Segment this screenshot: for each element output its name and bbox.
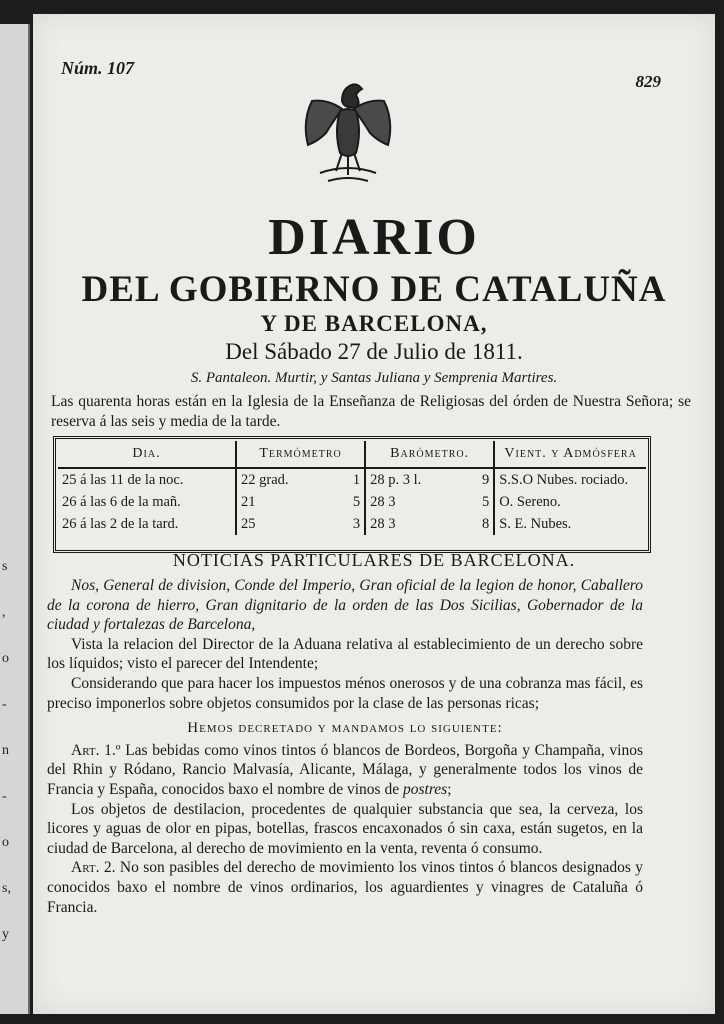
cell-baro: 28 3 (370, 515, 396, 532)
left-mark: , (2, 605, 6, 620)
cell-baro-frac: 9 (475, 468, 494, 491)
left-mark: s (2, 559, 8, 574)
article-end: ; (447, 780, 452, 798)
cell-baro-frac: 5 (475, 491, 494, 513)
paragraph: Vista la relacion del Director de la Aduana relativa al establecimiento de un derecho sobre los líquidos; visto el parecer del Intendente; (47, 635, 643, 673)
cell-termo: 21 (241, 493, 256, 510)
cell-termo-frac: 3 (346, 513, 365, 535)
table-row (58, 468, 646, 491)
cell-termo-frac: 5 (346, 491, 365, 513)
cell-termo: 22 grad. (241, 471, 289, 488)
table-row (58, 491, 646, 513)
cell-dia: 25 á las 11 de la noc. (58, 468, 236, 491)
left-mark: o (2, 835, 9, 850)
table-row (58, 513, 646, 535)
masthead-subtitle: DEL GOBIERNO DE CATALUÑA (81, 269, 667, 310)
article-text: No son pasibles del derecho de movimiento los vinos tintos ó blancos designados y conocidos baxo el nombre de vinos ordinarios, los aguardientes y vinagres de Cataluña ó Francia. (47, 859, 644, 916)
left-mark: y (2, 927, 9, 942)
imperial-eagle-icon (298, 77, 398, 197)
section-title: NOTICIAS PARTICULARES DE BARCELONA. (172, 550, 576, 570)
article-label: Art. 2. (71, 859, 116, 877)
cell-viento: S.S.O Nubes. rociado. (499, 471, 629, 488)
cell-termo-frac: 1 (346, 468, 365, 491)
paragraph: Los objetos de destilacion, procedentes de qualquier substancia que sea, la cerveza, los licores y aguas de olor en pipas, botellas, frascos encaxonados ó sin caxa, están sugetos, en la ciudad de Barcelona, al derecho de movimiento en la venta, reventa ó consumo. (47, 800, 643, 857)
article-1 (47, 741, 643, 800)
forty-hours-notice: Las quarenta horas están en la Iglesia de la Enseñanza de Religiosas del órden de Nuestra Señora; se reserva á las seis y media de la tarde. (51, 393, 691, 430)
col-termometro: Termómetro (236, 441, 365, 468)
cell-viento: S. E. Nubes. (499, 515, 572, 532)
left-mark: n (2, 743, 9, 758)
newspaper-page (33, 14, 715, 1014)
cell-baro: 28 3 (370, 493, 396, 510)
article-body (47, 576, 643, 917)
cell-baro-frac: 8 (475, 513, 494, 535)
left-page-edge (0, 24, 30, 1014)
left-page-marks (2, 544, 22, 958)
cell-viento: O. Sereno. (499, 493, 561, 510)
issue-number: Núm. 107 (61, 58, 135, 78)
decree-heading: Hemos decretado y mandamos lo siguiente: (187, 720, 503, 737)
cell-dia: 26 á las 2 de la tard. (58, 513, 236, 535)
col-barometro: Barómetro. (365, 441, 494, 468)
left-mark: s, (2, 881, 11, 896)
article-2 (47, 858, 643, 917)
article-text: Las bebidas como vinos tintos ó blancos de Bordeos, Borgoña y Champaña, vinos del Rhin y Ródano, Rancio Malvasía, Alicante, Málaga, y generalmente todos los vinos de Francia y España, conocidos baxo el nombre de vinos de (47, 741, 643, 798)
article-label: Art. 1.º (71, 741, 121, 759)
weather-table (53, 436, 651, 553)
left-mark: o (2, 651, 9, 666)
left-mark: - (2, 789, 7, 804)
article-italic-term: postres (402, 780, 448, 798)
page-number: 829 (635, 72, 661, 91)
cell-baro: 28 p. 3 l. (370, 471, 422, 488)
masthead-title: DIARIO (268, 209, 480, 266)
paragraph: Considerando que para hacer los impuestos ménos onerosos y de una cobranza mas fácil, es preciso imponerlos sobre objetos consumidos por la clase de las personas ricas; (47, 674, 643, 712)
col-viento: Vient. y Admósfera (494, 441, 646, 468)
cell-dia: 26 á las 6 de la mañ. (58, 491, 236, 513)
issue-date: Del Sábado 27 de Julio de 1811. (225, 339, 523, 364)
masthead-subtitle-2: Y DE BARCELONA, (260, 311, 488, 336)
saints-of-the-day: S. Pantaleon. Murtir, y Santas Juliana y Semprenia Martires. (190, 370, 558, 386)
nos-paragraph: Nos, General de division, Conde del Imperio, Gran oficial de la legion de honor, Caballero de la corona de hierro, Gran dignitario de la orden de las Dos Sicilias, Gobernador de la ciudad y fortalezas de Barcelona, (47, 577, 643, 634)
col-dia: Dia. (58, 441, 236, 468)
cell-termo: 25 (241, 515, 256, 532)
left-mark: - (2, 697, 7, 712)
